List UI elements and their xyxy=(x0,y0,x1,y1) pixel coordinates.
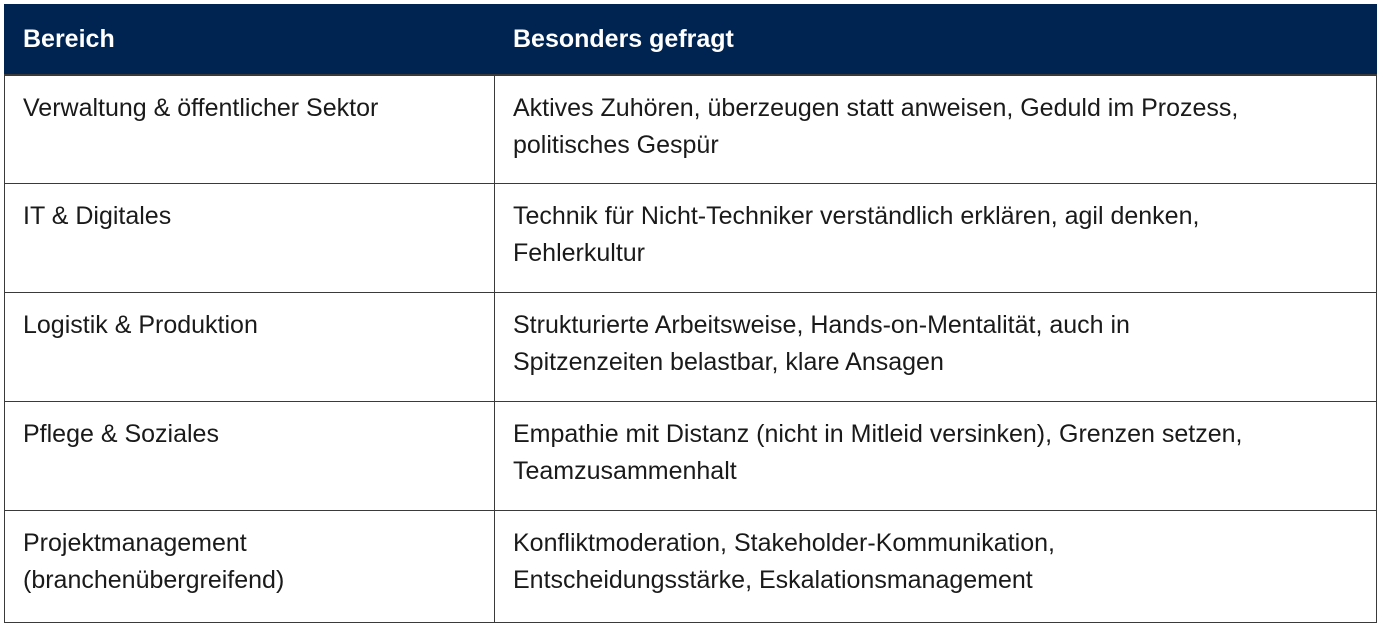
gefragt-line: Konfliktmoderation, Stakeholder-Kommunikation, xyxy=(513,529,1055,557)
gefragt-line: Technik für Nicht-Techniker verständlich erklären, agil denken, xyxy=(513,202,1200,230)
gefragt-cell xyxy=(495,75,1377,184)
gefragt-line: Strukturierte Arbeitsweise, Hands-on-Mentalität, auch in xyxy=(513,311,1130,339)
table-row xyxy=(5,293,1377,402)
bereich-cell xyxy=(5,184,495,293)
header-besonders-gefragt: Besonders gefragt xyxy=(495,5,1377,75)
bereich-line: (branchenübergreifend) xyxy=(23,566,285,594)
bereich-line: Verwaltung & öffentlicher Sektor xyxy=(23,93,379,122)
gefragt-line: Fehlerkultur xyxy=(513,239,645,267)
bereich-line: Logistik & Produktion xyxy=(23,311,258,339)
bereich-cell xyxy=(5,511,495,623)
gefragt-line: Entscheidungsstärke, Eskalationsmanagement xyxy=(513,566,1033,594)
bereich-line: Projektmanagement xyxy=(23,529,247,557)
gefragt-line: Empathie mit Distanz (nicht in Mitleid versinken), Grenzen setzen, xyxy=(513,420,1243,448)
gefragt-line: politisches Gespür xyxy=(513,130,719,159)
gefragt-cell xyxy=(495,402,1377,511)
bereich-line: Pflege & Soziales xyxy=(23,420,219,448)
gefragt-cell xyxy=(495,511,1377,623)
bereich-line: IT & Digitales xyxy=(23,202,172,230)
bereich-cell xyxy=(5,293,495,402)
gefragt-cell xyxy=(495,184,1377,293)
table-row xyxy=(5,75,1377,184)
skills-table xyxy=(4,4,1377,623)
table-header-row xyxy=(5,5,1377,75)
gefragt-line: Spitzenzeiten belastbar, klare Ansagen xyxy=(513,348,944,376)
bereich-cell xyxy=(5,75,495,184)
table-row xyxy=(5,184,1377,293)
header-bereich: Bereich xyxy=(5,5,495,75)
gefragt-line: Aktives Zuhören, überzeugen statt anweisen, Geduld im Prozess, xyxy=(513,93,1239,122)
table-row xyxy=(5,511,1377,623)
bereich-cell xyxy=(5,402,495,511)
gefragt-cell xyxy=(495,293,1377,402)
gefragt-line: Teamzusammenhalt xyxy=(513,457,737,485)
table-row xyxy=(5,402,1377,511)
